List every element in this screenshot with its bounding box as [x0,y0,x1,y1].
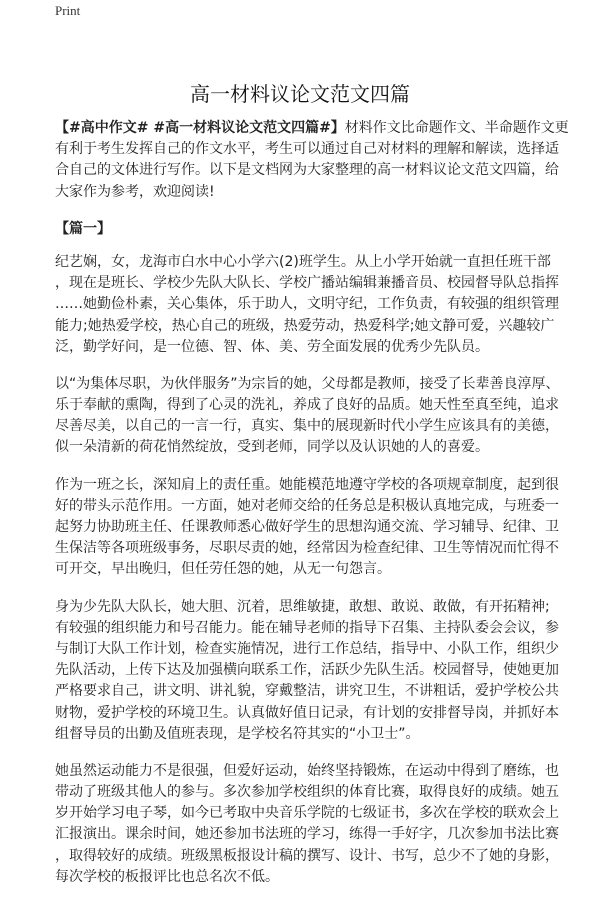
intro-line: 合自己的文体进行写作。以下是文档网为大家整理的高一材料议论文范文四篇，给 [55,162,559,179]
document-body [55,118,569,904]
paragraph-line: 严格要求自己，讲文明、讲礼貌，穿戴整洁，讲究卫生，不讲粗话，爱护学校公共 [55,683,559,700]
paragraph-line: ，取得较好的成绩。班级黑板报设计稿的撰写、设计、书写，总少不了她的身影， [55,847,559,864]
print-link[interactable]: Print [55,3,81,18]
document-title: 高一材料议论文范文四篇 [190,82,410,106]
paragraph-line: 可开交，早出晚归，但任劳任怨的她，从无一句怨言。 [55,561,391,578]
paragraph-line: 起努力协助班主任、任课教师悉心做好学生的思想沟通交流、学习辅导、纪律、卫 [55,519,559,535]
body-paragraph [55,597,559,745]
paragraph-line: 汇报演出。课余时间，她还参加书法班的学习，练得一手好字，几次参加书法比赛 [55,826,559,843]
body-paragraph [55,374,560,459]
paragraph-line: 似一朵清新的荷花悄然绽放，受到老师，同学以及认识她的人的喜爱。 [55,439,489,456]
paragraph-line: 好的带头示范作用。一方面，她对老师交给的任务总是积极认真地完成，与班委一 [55,497,559,514]
intro-text: 材料作文比命题作文、半命题作文更 [344,120,569,136]
paragraph-line: 先队活动，上传下达及加强横向联系工作，活跃少先队生活。校园督导，使她更加 [55,662,559,679]
intro-tag: 【#高中作文# #高一材料议论文范文四篇#】 [55,120,345,136]
paragraph-line: 有较强的组织能力和号召能力。能在辅导老师的指导下召集、主持队委会会议，参 [55,619,559,636]
body-paragraph [55,252,559,358]
article-paragraphs [55,252,560,888]
intro-line: 有利于考生发挥自己的作文水平，考生可以通过自己对材料的理解和解读，选择适 [55,141,559,158]
paragraph-line: 以“为集体尽职，为伙伴服务”为宗旨的她，父母都是教师，接受了长辈善良淳厚、 [55,375,560,392]
paragraph-line: ，现在是班长、学校少先队大队长、学校广播站编辑兼播音员、校园督导队总指挥 [55,275,559,292]
paragraph-line: 岁开始学习电子琴，如今已考取中央音乐学院的七级证书，多次在学校的联欢会上 [55,805,559,822]
paragraph-line: 每次学校的板报评比也总名次不低。 [55,868,279,885]
paragraph-line: 乐于奉献的熏陶，得到了心灵的洗礼，养成了良好的品质。她天性至真至纯，追求 [55,397,559,414]
body-paragraph [55,761,559,888]
paragraph-line: 与制订大队工作计划，检查实施情况，进行工作总结，指导中、小队工作，组织少 [55,640,559,657]
intro-line: 大家作为参考，欢迎阅读! [55,183,215,200]
paragraph-line: 泛，勤学好问，是一位德、智、体、美、劳全面发展的优秀少先队员。 [55,338,489,355]
paragraph-line: 组督导员的出勤及值班表现，是学校名符其实的“小卫士”。 [55,725,420,742]
paragraph-line: 她虽然运动能力不是很强，但爱好运动，始终坚持锻炼，在运动中得到了磨练，也 [55,762,559,779]
intro-paragraph [55,118,569,203]
section-heading: 【篇一】 [55,220,111,237]
intro-line [55,118,569,139]
paragraph-line: 财物，爱护学校的环境卫生。认真做好值日记录，有计划的安排督导岗，并抓好本 [55,704,559,721]
paragraph-line: 生保洁等各项班级事务，尽职尽责的她，经常因为检查纪律、卫生等情况而忙得不 [55,540,559,557]
body-paragraph [55,475,559,581]
paragraph-line: 身为少先队大队长，她大胆、沉着，思维敏捷，敢想、敢说、敢做，有开拓精神; [55,598,550,615]
paragraph-line: ……她勤俭朴素，关心集体，乐于助人，文明守纪，工作负责，有较强的组织管理 [55,296,559,313]
paragraph-line: 尽善尽美，以自己的一言一行，真实、集中的展现新时代小学生应该具有的美德， [55,418,559,435]
paragraph-line: 带动了班级其他人的参与。多次参加学校组织的体育比赛，取得良好的成绩。她五 [55,784,559,801]
paragraph-line: 纪艺娴，女，龙海市白水中心小学六(2)班学生。从上小学开始就一直担任班干部 [55,253,551,270]
paragraph-line: 作为一班之长，深知肩上的责任重。她能模范地遵守学校的各项规章制度，起到很 [55,476,559,493]
paragraph-line: 能力;她热爱学校，热心自己的班级，热爱劳动，热爱科学;她文静可爱，兴趣较广 [55,317,555,334]
